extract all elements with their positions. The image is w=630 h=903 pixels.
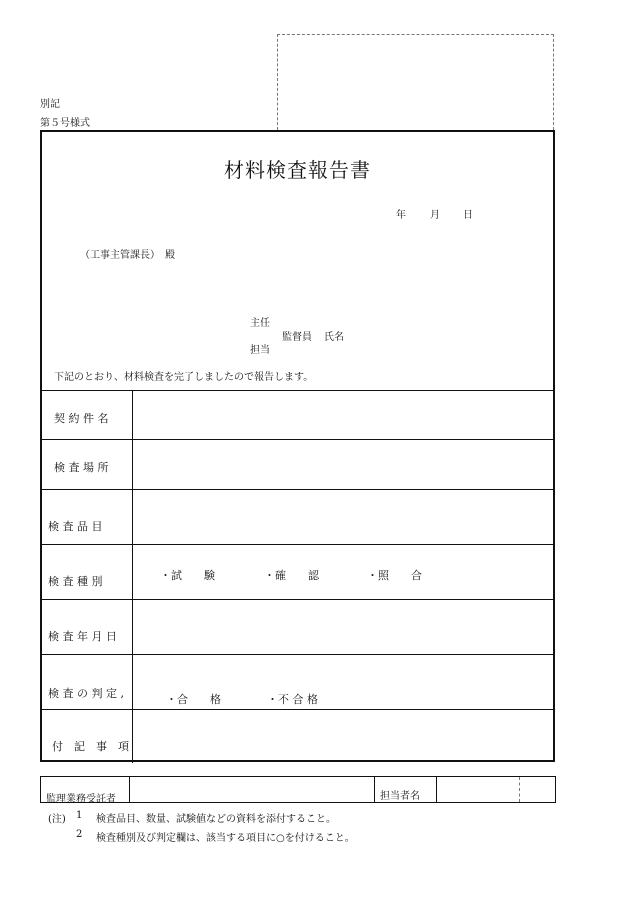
note-1-number: 1 — [76, 810, 83, 821]
row-label: 検 査 年 月 日 — [42, 600, 133, 654]
inspection-report-form — [40, 130, 555, 762]
consignee-table — [40, 776, 556, 803]
inspector-name-label: 氏名 — [324, 332, 344, 343]
year-label: 年 — [396, 210, 406, 221]
row-label: 契 約 件 名 — [42, 391, 133, 439]
inspector-supervisor-label: 監督員 — [282, 332, 312, 343]
row-label: 検 査 種 別 — [42, 545, 133, 599]
consignee-label-cell — [41, 777, 130, 805]
row-inspection-judgment — [42, 655, 553, 710]
row-inspection-type — [42, 545, 553, 600]
row-label: 検 査 の 判 定 , — [42, 655, 133, 709]
row-remarks — [42, 710, 553, 763]
row-label: 付 記 事 項 — [42, 710, 133, 763]
consignee-label: 監理業務受託者 — [46, 794, 116, 805]
option-pass[interactable]: ・合 格 — [166, 693, 221, 706]
row-contract-name — [42, 391, 553, 440]
addressee: （工事主管課長） 殿 — [80, 250, 175, 261]
inspection-table — [42, 390, 553, 763]
option-fail[interactable]: ・不 合 格 — [267, 693, 318, 706]
note-2-number: 2 — [76, 829, 83, 840]
note-2-text: 検査種別及び判定欄は、該当する項目に○を付けること。 — [96, 833, 355, 844]
appendix-label: 別記 — [40, 99, 60, 110]
note-1-text: 検査品目、数量、試験値などの資料を添付すること。 — [96, 814, 336, 825]
note-prefix: (注) — [48, 814, 66, 825]
contract-name-field[interactable] — [134, 391, 553, 439]
inspection-item-field[interactable] — [134, 490, 553, 544]
remarks-field[interactable] — [134, 710, 553, 763]
person-label: 担当者名 — [380, 791, 420, 802]
row-label: 検 査 場 所 — [42, 440, 133, 489]
option-test[interactable]: ・試 験 — [160, 569, 215, 582]
consignee-field[interactable] — [130, 777, 375, 802]
inspection-date-field[interactable] — [134, 600, 553, 654]
intro-text: 下記のとおり、材料検査を完了しましたので報告します。 — [54, 372, 314, 383]
row-inspection-date — [42, 600, 553, 655]
person-seal-field[interactable] — [520, 777, 555, 802]
person-label-cell — [375, 777, 437, 802]
inspector-assigned-label: 担当 — [250, 345, 270, 356]
stamp-area — [277, 34, 554, 130]
option-collate[interactable]: ・照 合 — [367, 569, 422, 582]
row-label: 検 査 品 目 — [42, 490, 133, 544]
inspection-type-options — [134, 545, 553, 599]
month-label: 月 — [430, 210, 440, 221]
row-inspection-place — [42, 440, 553, 490]
form-title: 材料検査報告書 — [224, 158, 371, 182]
day-label: 日 — [463, 210, 473, 221]
row-inspection-item — [42, 490, 553, 545]
inspection-place-field[interactable] — [134, 440, 553, 489]
inspection-judgment-options — [134, 655, 553, 709]
inspector-chief-label: 主任 — [250, 318, 270, 329]
person-name-field[interactable] — [437, 777, 520, 802]
form-number: 第５号様式 — [40, 118, 90, 129]
option-confirm[interactable]: ・確 認 — [264, 569, 319, 582]
